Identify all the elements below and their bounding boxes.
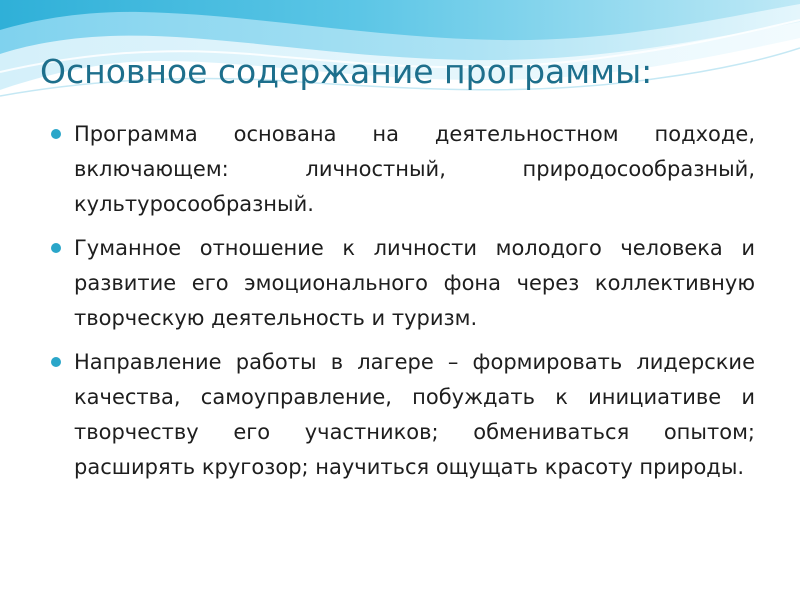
list-item — [48, 117, 755, 222]
bullet-text: Гуманное отношение к личности молодого человека и развитие его эмоционального фона через коллективную творческую деятельность и туризм. — [74, 236, 755, 330]
bullet-text: Программа основана на деятельностном подходе, включающем: личностный, природосообразный, культуросообразный. — [74, 122, 755, 216]
bullet-text: Направление работы в лагере – формировать лидерские качества, самоуправление, побуждать к инициативе и творчеству его участников; обмениваться опытом; расширять кругозор; научиться ощущать красоту природы. — [74, 350, 755, 479]
bullet-list — [48, 117, 755, 494]
list-item — [48, 231, 755, 336]
slide-title: Основное содержание программы: — [40, 52, 653, 91]
bullet-marker-icon — [51, 243, 61, 253]
bullet-marker-icon — [51, 357, 61, 367]
list-item — [48, 345, 755, 485]
bullet-marker-icon — [51, 129, 61, 139]
